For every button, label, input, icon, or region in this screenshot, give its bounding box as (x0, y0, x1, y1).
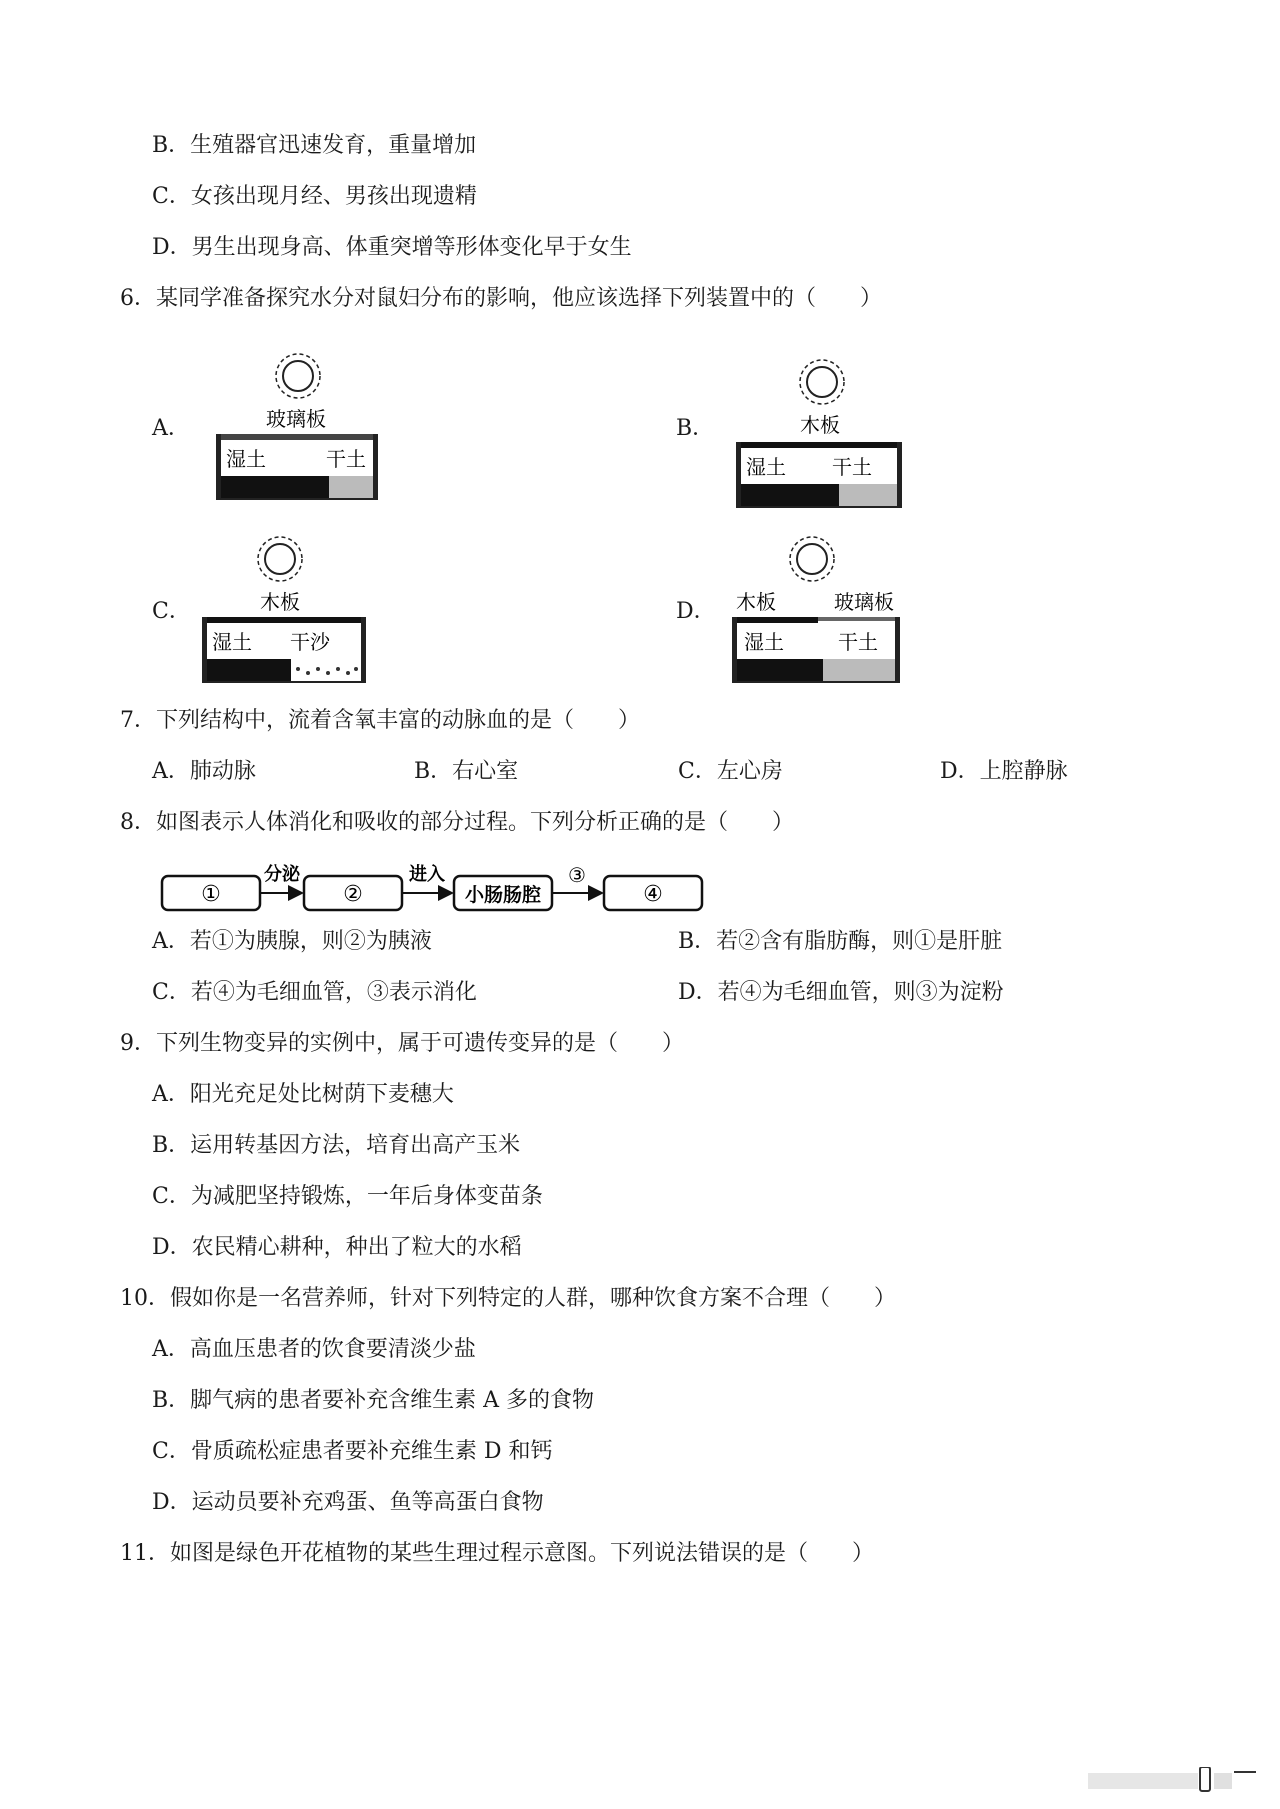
q6a-right-label: 干土 (326, 447, 366, 471)
q6-apparatus-b (722, 358, 912, 510)
q7-option-b: B．右心室 (414, 759, 519, 784)
q6b-left-label: 湿土 (746, 455, 786, 479)
q6d-right-label: 干土 (838, 630, 878, 654)
q9-option-c: C．为减肥坚持锻炼，一年后身体变苗条 (152, 1184, 543, 1209)
flow-arrow-2-label: 进入 (409, 864, 445, 885)
q10-option-a: A．高血压患者的饮食要清淡少盐 (152, 1337, 476, 1362)
q6c-right-label: 干沙 (290, 630, 330, 654)
dry-soil (839, 484, 897, 506)
q10-option-c: C．骨质疏松症患者要补充维生素 D 和钙 (152, 1439, 553, 1464)
q6-label-d: D． (676, 599, 716, 624)
q6-label-c: C． (152, 599, 191, 624)
sun-icon (258, 537, 302, 581)
q9-option-d: D．农民精心耕种，种出了粒大的水稻 (152, 1235, 522, 1260)
q8-option-b: B．若②含有脂肪酶，则①是肝脏 (678, 929, 1003, 954)
wet-soil (221, 476, 329, 498)
q8-option-d: D．若④为毛细血管，则③为淀粉 (678, 980, 1004, 1005)
q10-stem: 10．假如你是一名营养师，针对下列特定的人群，哪种饮食方案不合理（ ） (120, 1286, 896, 1311)
q6b-right-label: 干土 (832, 455, 872, 479)
q6b-cover-label: 木板 (800, 413, 840, 437)
q9-option-a: A．阳光充足处比树荫下麦穗大 (152, 1082, 454, 1107)
q7-stem: 7．下列结构中，流着含氧丰富的动脉血的是（ ） (120, 708, 640, 733)
flow-arrow-1-label: 分泌 (264, 864, 300, 885)
q5-option-d: D．男生出现身高、体重突增等形体变化早于女生 (152, 235, 632, 260)
q6c-cover-label: 木板 (260, 590, 300, 614)
flow-box-3-label: 小肠肠腔 (464, 884, 542, 906)
sun-icon (276, 354, 320, 398)
dry-soil (329, 476, 373, 498)
q8-option-a: A．若①为胰腺，则②为胰液 (152, 929, 432, 954)
q6d-cover-left-label: 木板 (736, 590, 776, 614)
dry-soil (823, 659, 895, 681)
q6-apparatus-a (200, 352, 390, 500)
sun-icon (800, 360, 844, 404)
dry-sand (291, 659, 361, 681)
q10-option-b: B．脚气病的患者要补充含维生素 A 多的食物 (152, 1388, 595, 1413)
q6d-cover-right-label: 玻璃板 (834, 590, 894, 614)
q6-stem: 6．某同学准备探究水分对鼠妇分布的影响，他应该选择下列装置中的（ ） (120, 286, 882, 311)
q6-apparatus-c (190, 535, 380, 685)
q6-label-a: A． (152, 416, 190, 441)
q7-option-c: C．左心房 (678, 759, 783, 784)
flow-box-1-label: ① (201, 882, 221, 907)
flow-box-2-label: ② (343, 882, 363, 907)
wet-soil (737, 659, 823, 681)
page-indicator-widget[interactable] (1088, 1767, 1258, 1793)
q8-option-c: C．若④为毛细血管，③表示消化 (152, 980, 477, 1005)
q6-label-b: B． (676, 416, 715, 441)
q8-stem: 8．如图表示人体消化和吸收的部分过程。下列分析正确的是（ ） (120, 810, 794, 835)
q9-option-b: B．运用转基因方法，培育出高产玉米 (152, 1133, 521, 1158)
q8-digestion-flowchart (160, 864, 706, 914)
q9-stem: 9．下列生物变异的实例中，属于可遗传变异的是（ ） (120, 1031, 684, 1056)
q5-option-b: B．生殖器官迅速发育，重量增加 (152, 133, 477, 158)
q6-apparatus-d (722, 535, 912, 685)
sun-icon (790, 537, 834, 581)
q7-option-d: D．上腔静脉 (940, 759, 1068, 784)
q5-option-c: C．女孩出现月经、男孩出现遗精 (152, 184, 477, 209)
q6d-left-label: 湿土 (744, 630, 784, 654)
wet-soil (741, 484, 839, 506)
q6a-left-label: 湿土 (226, 447, 266, 471)
q6c-left-label: 湿土 (212, 630, 252, 654)
flow-box-4-label: ④ (643, 882, 663, 907)
flow-arrow-3-label: ③ (568, 864, 586, 887)
q7-option-a: A．肺动脉 (152, 759, 256, 784)
q6a-cover-label: 玻璃板 (266, 407, 326, 431)
q10-option-d: D．运动员要补充鸡蛋、鱼等高蛋白食物 (152, 1490, 544, 1515)
q11-stem: 11．如图是绿色开花植物的某些生理过程示意图。下列说法错误的是（ ） (120, 1541, 874, 1566)
wet-soil (207, 659, 291, 681)
